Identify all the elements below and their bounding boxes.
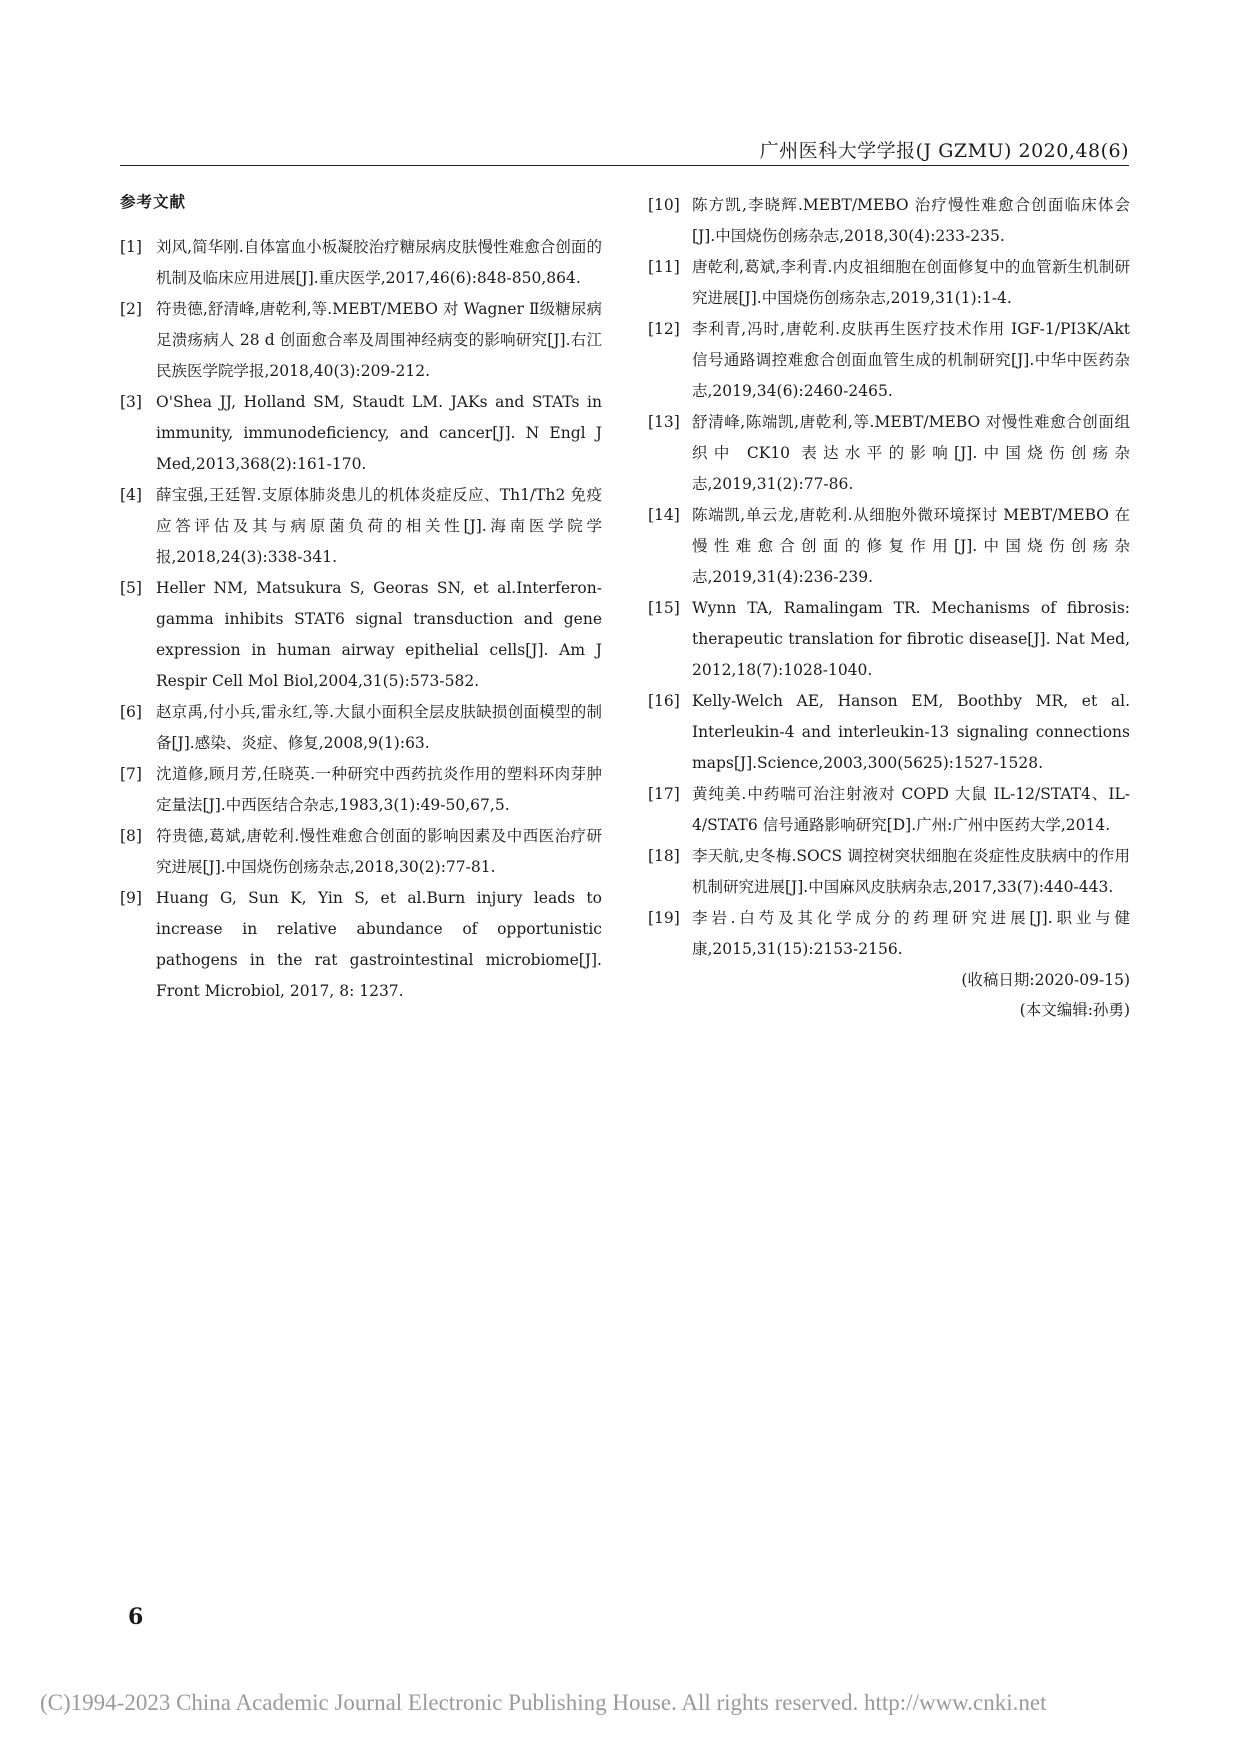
reference-number: [4] — [120, 486, 142, 504]
reference-item — [120, 387, 602, 480]
reference-text: 陈端凯,单云龙,唐乾利.从细胞外微环境探讨 MEBT/MEBO 在慢性难愈合创面的修复作用[J].中国烧伤创疡杂志,2019,31(4):236-239. — [692, 506, 1130, 586]
reference-text: 陈方凯,李晓辉.MEBT/MEBO 治疗慢性难愈合创面临床体会[J].中国烧伤创疡杂志,2018,30(4):233-235. — [692, 196, 1130, 245]
reference-number: [9] — [120, 889, 142, 907]
reference-text: 薛宝强,王廷智.支原体肺炎患儿的机体炎症反应、Th1/Th2 免疫应答评估及其与病原菌负荷的相关性[J].海南医学院学报,2018,24(3):338-341. — [156, 486, 602, 566]
reference-number: [8] — [120, 827, 142, 845]
reference-item — [120, 573, 602, 697]
reference-number: [13] — [648, 413, 680, 431]
reference-text: 符贵德,葛斌,唐乾利.慢性难愈合创面的影响因素及中西医治疗研究进展[J].中国烧伤创疡杂志,2018,30(2):77-81. — [156, 827, 602, 876]
reference-item — [648, 593, 1130, 686]
reference-item — [648, 190, 1130, 252]
references-left-column — [120, 190, 602, 1007]
reference-item — [648, 779, 1130, 841]
reference-text: 沈道修,顾月芳,任晓英.一种研究中西药抗炎作用的塑料环肉芽肿定量法[J].中西医结合杂志,1983,3(1):49-50,67,5. — [156, 765, 602, 814]
copyright-watermark: (C)1994-2023 China Academic Journal Electronic Publishing House. All rights reserved. http://www.cnki.net — [40, 1690, 1047, 1715]
reference-item — [120, 821, 602, 883]
reference-text: Kelly-Welch AE, Hanson EM, Boothby MR, et al. Interleukin-4 and interleukin-13 signaling connections maps[J].Science,2003,300(5625):1527-1528. — [692, 692, 1130, 772]
reference-text: 符贵德,舒清峰,唐乾利,等.MEBT/MEBO 对 Wagner Ⅱ级糖尿病足溃疡病人 28 d 创面愈合率及周围神经病变的影响研究[J].右江民族医学院学报,2018,40(3):209-212. — [156, 300, 602, 380]
running-header: 广州医科大学学报(J GZMU) 2020,48(6) — [759, 140, 1129, 162]
reference-item — [120, 883, 602, 1007]
reference-item — [120, 697, 602, 759]
reference-number: [6] — [120, 703, 142, 721]
reference-number: [3] — [120, 393, 142, 411]
reference-number: [16] — [648, 692, 680, 710]
reference-text: Heller NM, Matsukura S, Georas SN, et al.Interferon-gamma inhibits STAT6 signal transduction and gene expression in human airway epithelial cells[J]. Am J Respir Cell Mol Biol,2004,31(5):573-582. — [156, 579, 602, 690]
reference-text: 刘风,简华刚.自体富血小板凝胶治疗糖尿病皮肤慢性难愈合创面的机制及临床应用进展[J].重庆医学,2017,46(6):848-850,864. — [156, 238, 602, 287]
reference-text: 唐乾利,葛斌,李利青.内皮祖细胞在创面修复中的血管新生机制研究进展[J].中国烧伤创疡杂志,2019,31(1):1-4. — [692, 258, 1130, 307]
reference-text: 李利青,冯时,唐乾利.皮肤再生医疗技术作用 IGF-1/PI3K/Akt 信号通路调控难愈合创面血管生成的机制研究[J].中华中医药杂志,2019,34(6):2460-2465. — [692, 320, 1130, 400]
references-right-column — [648, 190, 1130, 1025]
reference-text: 李天航,史冬梅.SOCS 调控树突状细胞在炎症性皮肤病中的作用机制研究进展[J].中国麻风皮肤病杂志,2017,33(7):440-443. — [692, 847, 1130, 896]
reference-item — [120, 232, 602, 294]
reference-number: [15] — [648, 599, 680, 617]
reference-number: [10] — [648, 196, 680, 214]
reference-text: 黄纯美.中药喘可治注射液对 COPD 大鼠 IL-12/STAT4、IL-4/STAT6 信号通路影响研究[D].广州:广州中医药大学,2014. — [692, 785, 1130, 834]
reference-item — [648, 686, 1130, 779]
reference-item — [648, 407, 1130, 500]
reference-number: [7] — [120, 765, 142, 783]
reference-item — [120, 480, 602, 573]
reference-number: [17] — [648, 785, 680, 803]
reference-number: [11] — [648, 258, 680, 276]
header-rule — [120, 165, 1129, 166]
page-number: 6 — [128, 1604, 144, 1630]
reference-number: [14] — [648, 506, 680, 524]
reference-item — [648, 903, 1130, 965]
reference-item — [648, 252, 1130, 314]
reference-item — [648, 314, 1130, 407]
reference-number: [18] — [648, 847, 680, 865]
reference-text: Huang G, Sun K, Yin S, et al.Burn injury leads to increase in relative abundance of opportunistic pathogens in the rat gastrointestinal microbiome[J]. Front Microbiol, 2017, 8: 1237. — [156, 889, 602, 1000]
reference-text: 赵京禹,付小兵,雷永红,等.大鼠小面积全层皮肤缺损创面模型的制备[J].感染、炎症、修复,2008,9(1):63. — [156, 703, 602, 752]
reference-item — [648, 500, 1130, 593]
reference-number: [1] — [120, 238, 142, 256]
editor-note: (本文编辑:孙勇) — [1019, 1001, 1130, 1019]
reference-text: 李岩.白芍及其化学成分的药理研究进展[J].职业与健康,2015,31(15):2153-2156. — [692, 909, 1130, 958]
reference-text: 舒清峰,陈端凯,唐乾利,等.MEBT/MEBO 对慢性难愈合创面组织中 CK10 表达水平的影响[J].中国烧伤创疡杂志,2019,31(2):77-86. — [692, 413, 1130, 493]
reference-number: [19] — [648, 909, 680, 927]
reference-number: [12] — [648, 320, 680, 338]
reference-item — [120, 759, 602, 821]
reference-text: Wynn TA, Ramalingam TR. Mechanisms of fibrosis: therapeutic translation for fibrotic disease[J]. Nat Med, 2012,18(7):1028-1040. — [692, 599, 1130, 679]
received-date: (收稿日期:2020-09-15) — [961, 971, 1130, 989]
reference-item — [120, 294, 602, 387]
reference-text: O'Shea JJ, Holland SM, Staudt LM. JAKs and STATs in immunity, immunodeficiency, and cancer[J]. N Engl J Med,2013,368(2):161-170. — [156, 393, 602, 473]
reference-number: [5] — [120, 579, 142, 597]
references-heading: 参考文献 — [120, 193, 187, 211]
reference-item — [648, 841, 1130, 903]
reference-number: [2] — [120, 300, 142, 318]
